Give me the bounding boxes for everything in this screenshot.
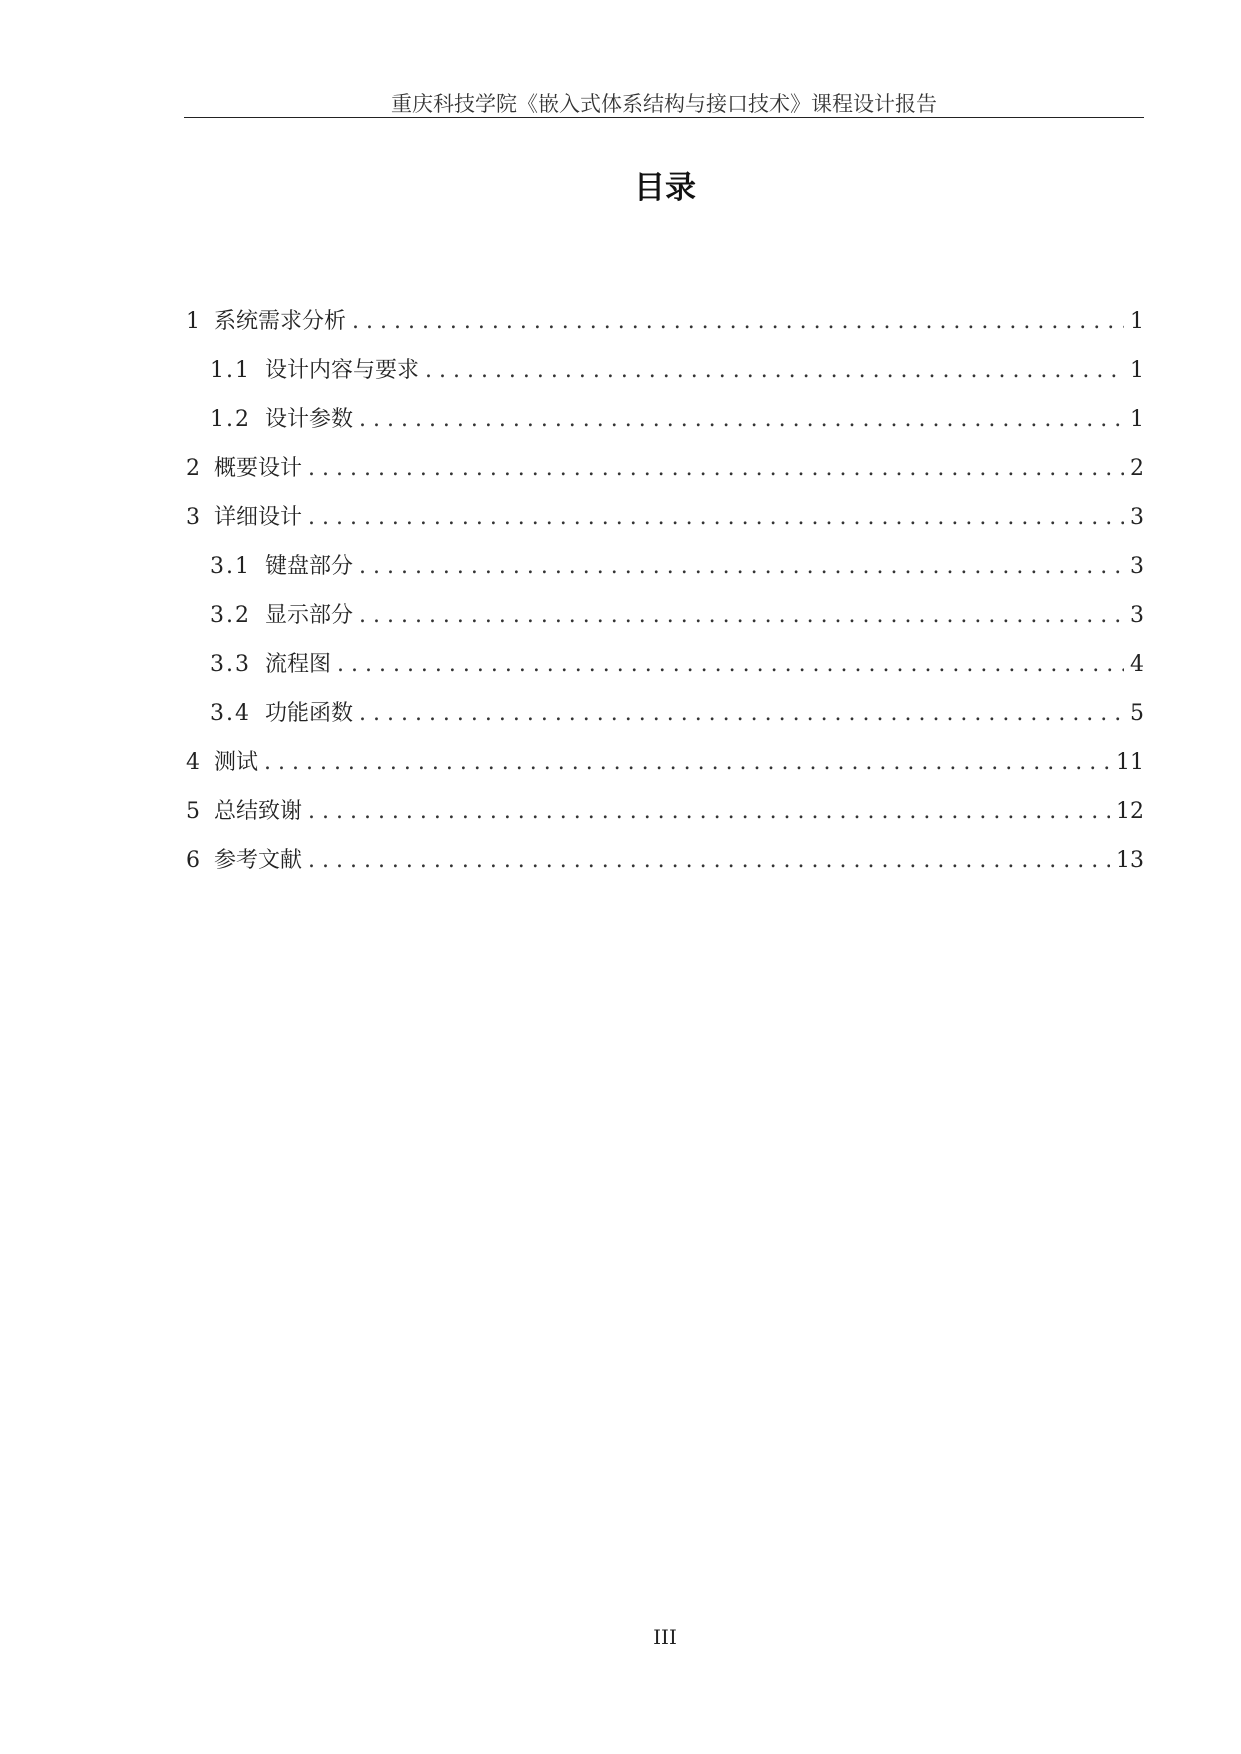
toc-entry-page: 3 [1130, 505, 1144, 530]
toc-entry-number: 2 [186, 456, 200, 481]
toc-dot-leader [308, 799, 1110, 824]
toc-entry-3-2[interactable] [186, 598, 1144, 647]
toc-entry-4[interactable] [186, 745, 1144, 794]
toc-dot-leader [359, 701, 1124, 726]
toc-entry-label: 设计内容与要求 [265, 358, 420, 383]
toc-entry-label: 详细设计 [214, 505, 303, 530]
toc-dot-leader [425, 358, 1124, 383]
toc-entry-1-2[interactable] [186, 402, 1144, 451]
toc-entry-page: 1 [1130, 407, 1144, 432]
toc-entry-label: 总结致谢 [214, 799, 303, 824]
toc-entry-label: 功能函数 [265, 701, 354, 726]
toc-dot-leader [359, 554, 1124, 579]
header-divider [184, 117, 1144, 118]
toc-dot-leader [308, 456, 1124, 481]
toc-entry-number: 1.2 [210, 407, 251, 432]
toc-entry-page: 13 [1116, 848, 1144, 873]
toc-entry-3-3[interactable] [186, 647, 1144, 696]
toc-entry-1[interactable] [186, 304, 1144, 353]
toc-entry-number: 6 [186, 848, 200, 873]
toc-dot-leader [359, 603, 1124, 628]
page-number: III [653, 1625, 677, 1649]
toc-entry-6[interactable] [186, 843, 1144, 892]
toc-entry-page: 1 [1130, 309, 1144, 334]
toc-entry-label: 概要设计 [214, 456, 303, 481]
toc-entry-number: 1.1 [210, 358, 251, 383]
toc-entry-label: 显示部分 [265, 603, 354, 628]
toc-title: 目录 [634, 170, 696, 206]
toc-entry-number: 3.4 [210, 701, 251, 726]
toc-entry-page: 11 [1116, 750, 1144, 775]
toc-entry-page: 12 [1116, 799, 1144, 824]
toc-entry-page: 5 [1130, 701, 1144, 726]
toc-entry-2[interactable] [186, 451, 1144, 500]
table-of-contents [186, 304, 1144, 892]
toc-entry-page: 2 [1130, 456, 1144, 481]
toc-dot-leader [308, 505, 1124, 530]
toc-entry-number: 4 [186, 750, 200, 775]
toc-entry-label: 测试 [214, 750, 259, 775]
toc-entry-page: 1 [1130, 358, 1144, 383]
toc-entry-page: 3 [1130, 603, 1144, 628]
running-header: 重庆科技学院《嵌入式体系结构与接口技术》课程设计报告 [391, 92, 937, 116]
toc-entry-page: 3 [1130, 554, 1144, 579]
toc-entry-3-4[interactable] [186, 696, 1144, 745]
toc-entry-label: 参考文献 [214, 848, 303, 873]
toc-entry-number: 3.2 [210, 603, 251, 628]
toc-entry-page: 4 [1130, 652, 1144, 677]
toc-dot-leader [359, 407, 1124, 432]
toc-entry-number: 3 [186, 505, 200, 530]
toc-entry-number: 1 [186, 309, 200, 334]
toc-dot-leader [352, 309, 1124, 334]
toc-dot-leader [308, 848, 1110, 873]
toc-entry-number: 5 [186, 799, 200, 824]
toc-entry-1-1[interactable] [186, 353, 1144, 402]
toc-entry-label: 设计参数 [265, 407, 354, 432]
toc-dot-leader [337, 652, 1124, 677]
toc-dot-leader [264, 750, 1110, 775]
toc-entry-number: 3.3 [210, 652, 251, 677]
toc-entry-5[interactable] [186, 794, 1144, 843]
toc-entry-number: 3.1 [210, 554, 251, 579]
toc-entry-label: 键盘部分 [265, 554, 354, 579]
toc-entry-3[interactable] [186, 500, 1144, 549]
toc-entry-label: 系统需求分析 [214, 309, 347, 334]
toc-entry-label: 流程图 [265, 652, 332, 677]
toc-entry-3-1[interactable] [186, 549, 1144, 598]
